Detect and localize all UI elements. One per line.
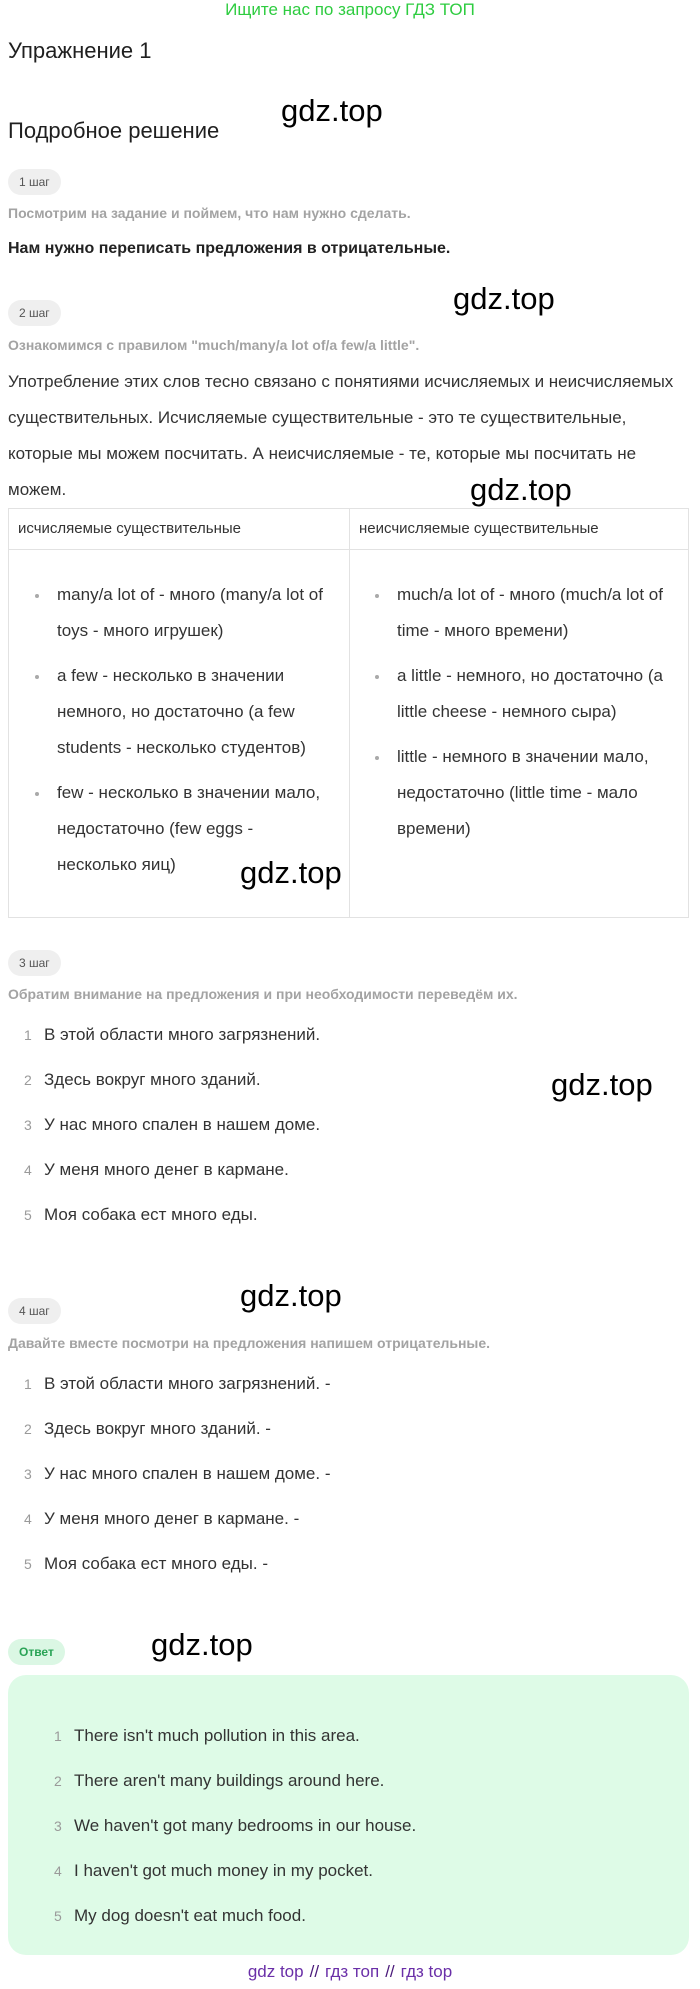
countable-list	[35, 577, 335, 892]
list-item: much/a lot of - много (much/a lot of time - много времени)	[375, 577, 680, 649]
watermark: gdz.top	[151, 1627, 253, 1662]
list-item	[38, 1813, 416, 1858]
step-hint: Ознакомимся с правилом "much/many/a lot of/a few/a little".	[8, 337, 420, 353]
list-item	[8, 1067, 320, 1112]
list-item	[8, 1371, 331, 1416]
list-item: many/a lot of - много (many/a lot of toys - много игрушек)	[35, 577, 335, 649]
watermark: gdz.top	[551, 1067, 653, 1102]
item-number: 3	[24, 1466, 32, 1482]
list-item: a few - несколько в значении немного, но достаточно (a few students - несколько студентов)	[35, 658, 335, 766]
step-hint: Посмотрим на задание и поймем, что нам нужно сделать.	[8, 205, 411, 221]
list-item: a little - немного, но достаточно (a little cheese - немного сыра)	[375, 658, 680, 730]
answer-text: There isn't much pollution in this area.	[74, 1726, 360, 1745]
watermark: gdz.top	[281, 93, 383, 128]
list-item	[38, 1903, 416, 1948]
step-chip: 3 шаг	[8, 950, 61, 976]
sentence-text: В этой области много загрязнений.	[44, 1025, 321, 1044]
item-number: 5	[24, 1556, 32, 1572]
item-number: 2	[54, 1773, 62, 1789]
sentence-text: Здесь вокруг много зданий.	[44, 1070, 261, 1089]
page-title: Упражнение 1	[8, 38, 152, 63]
watermark: gdz.top	[453, 281, 555, 316]
section-subtitle: Подробное решение	[8, 118, 220, 143]
list-item	[8, 1551, 331, 1596]
item-number: 4	[24, 1511, 32, 1527]
step-hint: Обратим внимание на предложения и при необходимости переведём их.	[8, 986, 518, 1002]
list-item	[8, 1202, 320, 1247]
footer-link[interactable]: гдз топ	[325, 1962, 380, 1981]
answer-text: I haven't got much money in my pocket.	[74, 1861, 374, 1880]
uncountable-list	[375, 577, 680, 856]
footer-separator: //	[309, 1962, 320, 1981]
watermark: gdz.top	[470, 472, 572, 507]
list-item	[8, 1112, 320, 1157]
answer-text: My dog doesn't eat much food.	[74, 1906, 306, 1925]
item-number: 1	[24, 1376, 32, 1392]
item-number: 4	[54, 1863, 62, 1879]
item-number: 1	[24, 1027, 32, 1043]
list-item	[8, 1461, 331, 1506]
sentence-list	[8, 1022, 320, 1247]
watermark: gdz.top	[240, 855, 342, 890]
answer-list	[38, 1723, 416, 1948]
footer-separator: //	[385, 1962, 395, 1981]
list-item	[38, 1768, 416, 1813]
step-chip: 2 шаг	[8, 300, 61, 326]
item-number: 3	[24, 1117, 32, 1133]
list-item	[8, 1416, 331, 1461]
sentence-text: Здесь вокруг много зданий. -	[44, 1419, 271, 1438]
table-divider	[349, 509, 350, 917]
footer-link[interactable]: гдз top	[400, 1962, 453, 1981]
sentence-text: В этой области много загрязнений. -	[44, 1374, 331, 1393]
top-banner: Ищите нас по запросу ГДЗ ТОП	[225, 0, 475, 19]
list-item	[38, 1723, 416, 1768]
negative-sentence-list	[8, 1371, 331, 1596]
step-chip: 1 шаг	[8, 169, 61, 195]
list-item	[8, 1022, 320, 1067]
footer-link[interactable]: gdz top	[247, 1962, 304, 1981]
step-chip: 4 шаг	[8, 1298, 61, 1324]
sentence-text: У нас много спален в нашем доме. -	[44, 1464, 331, 1483]
sentence-text: Моя собака ест много еды.	[44, 1205, 258, 1224]
item-number: 3	[54, 1818, 62, 1834]
task-statement: Нам нужно переписать предложения в отрицательные.	[8, 240, 451, 257]
item-number: 5	[54, 1908, 62, 1924]
footer-links	[0, 1962, 700, 1982]
item-number: 2	[24, 1072, 32, 1088]
table-divider	[9, 549, 688, 550]
rule-table	[8, 508, 689, 918]
item-number: 1	[54, 1728, 62, 1744]
table-header-uncountable: неисчисляемые существительные	[359, 520, 599, 537]
item-number: 4	[24, 1162, 32, 1178]
answer-text: There aren't many buildings around here.	[74, 1771, 385, 1790]
item-number: 5	[24, 1207, 32, 1223]
answer-text: We haven't got many bedrooms in our house.	[74, 1816, 417, 1835]
list-item	[38, 1858, 416, 1903]
list-item: few - несколько в значении мало, недостаточно (few eggs - несколько яиц)	[35, 775, 335, 883]
table-header-countable: исчисляемые существительные	[18, 520, 241, 537]
list-item: little - немного в значении мало, недостаточно (little time - мало времени)	[375, 739, 680, 847]
list-item	[8, 1506, 331, 1551]
sentence-text: У меня много денег в кармане. -	[44, 1509, 300, 1528]
answer-box	[8, 1675, 689, 1955]
sentence-text: У меня много денег в кармане.	[44, 1160, 289, 1179]
step-hint: Давайте вместе посмотри на предложения напишем отрицательные.	[8, 1335, 491, 1351]
watermark: gdz.top	[240, 1278, 342, 1313]
rule-paragraph: Употребление этих слов тесно связано с понятиями исчисляемых и неисчисляемых существительных. Исчисляемые существительные - это те существительные, которые мы можем посчитать. А неисчисляемые - те, которые мы посчитать не можем.	[8, 372, 674, 499]
list-item	[8, 1157, 320, 1202]
answer-chip: Ответ	[8, 1639, 65, 1665]
sentence-text: У нас много спален в нашем доме.	[44, 1115, 321, 1134]
item-number: 2	[24, 1421, 32, 1437]
sentence-text: Моя собака ест много еды. -	[44, 1554, 268, 1573]
